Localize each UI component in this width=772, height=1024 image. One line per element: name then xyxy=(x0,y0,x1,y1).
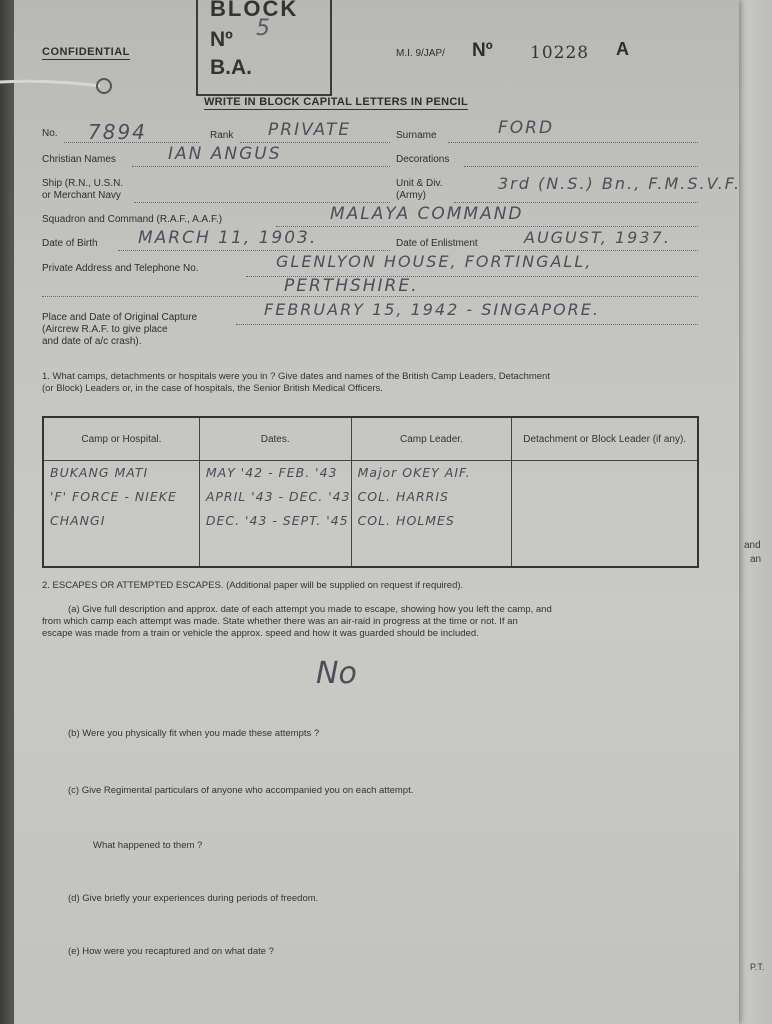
camp-value: 'F' FORCE - NIEKE xyxy=(50,489,177,504)
address-value: GLENLYON HOUSE, FORTINGALL, xyxy=(276,252,593,271)
christian-names-label: Christian Names xyxy=(42,154,116,165)
camp-value: CHANGI xyxy=(50,513,106,528)
capture-label-3: and date of a/c crash). xyxy=(42,336,142,347)
question-a-2: from which camp each attempt was made. State whether there was an air-raid in progress at the time or not. If an xyxy=(42,616,518,627)
detachment-value xyxy=(512,509,697,533)
unit-label-2: (Army) xyxy=(396,190,426,201)
table-row xyxy=(43,461,698,568)
underlying-text: and xyxy=(744,540,761,551)
header-dates: Dates. xyxy=(199,417,351,461)
block-no-label: Nº xyxy=(210,28,233,51)
block-ba-label: B.A. xyxy=(210,56,252,79)
decorations-label: Decorations xyxy=(396,154,450,165)
question-d: (d) Give briefly your experiences during periods of freedom. xyxy=(68,893,319,904)
question-c: (c) Give Regimental particulars of anyone who accompanied you on each attempt. xyxy=(68,785,414,796)
leader-value: COL. HOLMES xyxy=(357,513,455,528)
answer-a: No xyxy=(316,656,357,691)
dates-value: APRIL '43 - DEC. '43 xyxy=(205,489,351,504)
underlying-text: an xyxy=(750,554,762,565)
block-label: BLOCK xyxy=(210,0,299,21)
dob-value: MARCH 11, 1903. xyxy=(138,228,318,248)
detachment-value xyxy=(512,485,697,509)
unit-label: Unit & Div. xyxy=(396,178,443,189)
leader-cell xyxy=(351,461,512,568)
underlying-text: P.T. xyxy=(750,962,765,972)
capture-value: FEBRUARY 15, 1942 - SINGAPORE. xyxy=(264,300,600,319)
form-sheet xyxy=(14,0,742,1024)
question-a-3: escape was made from a train or vehicle the approx. speed and how it was guarded should be included. xyxy=(42,628,479,639)
number-symbol: Nº xyxy=(472,40,493,61)
header-detachment: Detachment or Block Leader (if any). xyxy=(512,417,698,461)
address-value-2: PERTHSHIRE. xyxy=(284,276,419,296)
capture-label: Place and Date of Original Capture xyxy=(42,312,198,323)
block-no-value: 5 xyxy=(256,16,270,41)
rank-value: PRIVATE xyxy=(268,120,352,140)
leader-value: Major OKEY AIF. xyxy=(357,465,471,480)
table-header-row xyxy=(43,417,698,461)
string-tie-icon xyxy=(0,70,130,100)
address-label: Private Address and Telephone No. xyxy=(42,263,199,274)
question-c-sub: What happened to them ? xyxy=(93,840,203,851)
camp-cell xyxy=(43,461,199,568)
dob-label: Date of Birth xyxy=(42,238,98,249)
section1-question: 1. What camps, detachments or hospitals were you in ? Give dates and names of the British Camp Leaders, Detachment xyxy=(42,371,550,382)
surname-label: Surname xyxy=(396,130,437,141)
dates-value: DEC. '43 - SEPT. '45 xyxy=(205,513,349,528)
serial-number: 10228 xyxy=(530,43,590,63)
header-camp: Camp or Hospital. xyxy=(43,417,199,461)
question-b: (b) Were you physically fit when you made these attempts ? xyxy=(68,728,320,739)
section2-heading: 2. ESCAPES OR ATTEMPTED ESCAPES. (Additional paper will be supplied on request if required). xyxy=(42,580,464,591)
confidential-label: CONFIDENTIAL xyxy=(42,46,130,58)
dates-value: MAY '42 - FEB. '43 xyxy=(205,465,338,480)
rank-label: Rank xyxy=(210,130,234,141)
section1-question-2: (or Block) Leaders or, in the case of hospitals, the Senior British Medical Officers. xyxy=(42,383,383,394)
camps-table xyxy=(42,416,699,568)
mi-reference: M.I. 9/JAP/ xyxy=(396,48,445,59)
question-e: (e) How were you recaptured and on what date ? xyxy=(68,946,274,957)
serial-suffix: A xyxy=(616,39,629,59)
instruction-heading: WRITE IN BLOCK CAPITAL LETTERS IN PENCIL xyxy=(204,96,468,108)
ship-label-2: or Merchant Navy xyxy=(42,190,121,201)
dates-cell xyxy=(199,461,351,568)
squadron-value: MALAYA COMMAND xyxy=(330,204,524,224)
unit-value: 3rd (N.S.) Bn., F.M.S.V.F. xyxy=(498,174,742,193)
camp-value: BUKANG MATI xyxy=(50,465,149,480)
no-label: No. xyxy=(42,128,58,139)
christian-names-value: IAN ANGUS xyxy=(168,144,282,164)
no-value: 7894 xyxy=(88,120,147,144)
enlistment-label: Date of Enlistment xyxy=(396,238,478,249)
surname-value: FORD xyxy=(498,118,555,138)
ship-label: Ship (R.N., U.S.N. xyxy=(42,178,124,189)
capture-label-2: (Aircrew R.A.F. to give place xyxy=(42,324,168,335)
detachment-value xyxy=(512,461,697,485)
squadron-label: Squadron and Command (R.A.F., A.A.F.) xyxy=(42,214,223,225)
leader-value: COL. HARRIS xyxy=(357,489,449,504)
detachment-cell xyxy=(512,461,698,568)
question-a: (a) Give full description and approx. date of each attempt you made to escape, showing how you left the camp, and xyxy=(68,604,552,615)
block-box xyxy=(196,0,332,96)
header-camp-leader: Camp Leader. xyxy=(351,417,512,461)
enlistment-value: AUGUST, 1937. xyxy=(524,228,671,247)
